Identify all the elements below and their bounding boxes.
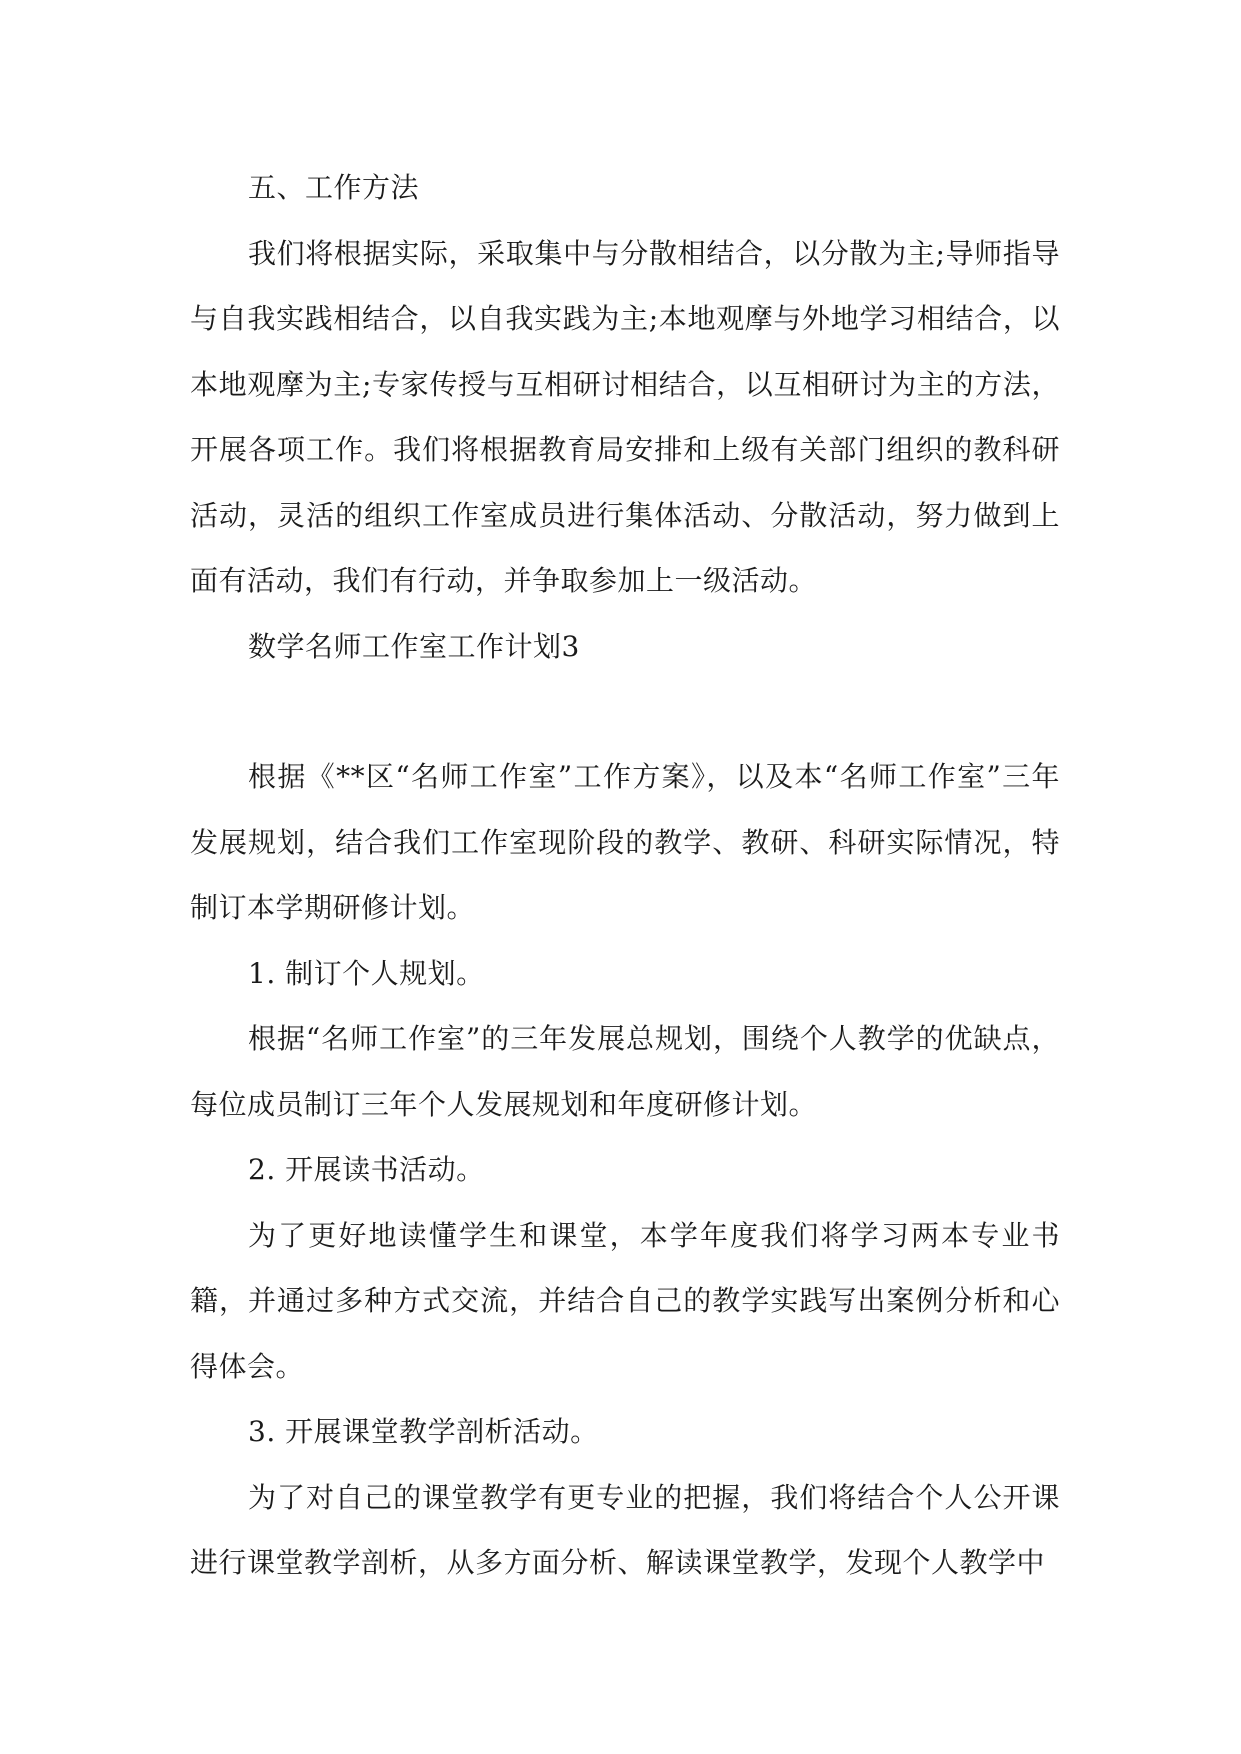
item-title: 3. 开展课堂教学剖析活动。 [248,1415,599,1448]
item-title: 1. 制订个人规划。 [248,956,485,990]
section-heading: 五、工作方法 [248,171,420,204]
item-body: 为了对自己的课堂教学有更专业的把握，我们将结合个人公开课进行课堂教学剖析，从多方面分析、解读课堂教学，发现个人教学中 [190,1480,1060,1579]
document-body [190,155,1060,1596]
item-body: 根据“名师工作室”的三年发展总规划，围绕个人教学的优缺点，每位成员制订三年个人发展规划和年度研修计划。 [190,1022,1060,1121]
item-body: 为了更好地读懂学生和课堂，本学年度我们将学习两本专业书籍，并通过多种方式交流，并结合自己的教学实践写出案例分析和心得体会。 [190,1218,1060,1383]
section-paragraph: 我们将根据实际，采取集中与分散相结合，以分散为主;导师指导与自我实践相结合，以自我实践为主;本地观摩与外地学习相结合，以本地观摩为主;专家传授与互相研讨相结合，以互相研讨为主的方法，开展各项工作。我们将根据教育局安排和上级有关部门组织的教科研活动，灵活的组织工作室成员进行集体活动、分散活动，努力做到上面有活动，我们有行动，并争取参加上一级活动。 [190,236,1060,597]
intro-paragraph: 根据《**区“名师工作室”工作方案》，以及本“名师工作室”三年发展规划，结合我们工作室现阶段的教学、教研、科研实际情况，特制订本学期研修计划。 [190,760,1060,924]
item-title: 2. 开展读书活动。 [248,1153,485,1186]
blank-line [190,679,1060,744]
plan-title: 数学名师工作室工作计划3 [248,629,580,663]
